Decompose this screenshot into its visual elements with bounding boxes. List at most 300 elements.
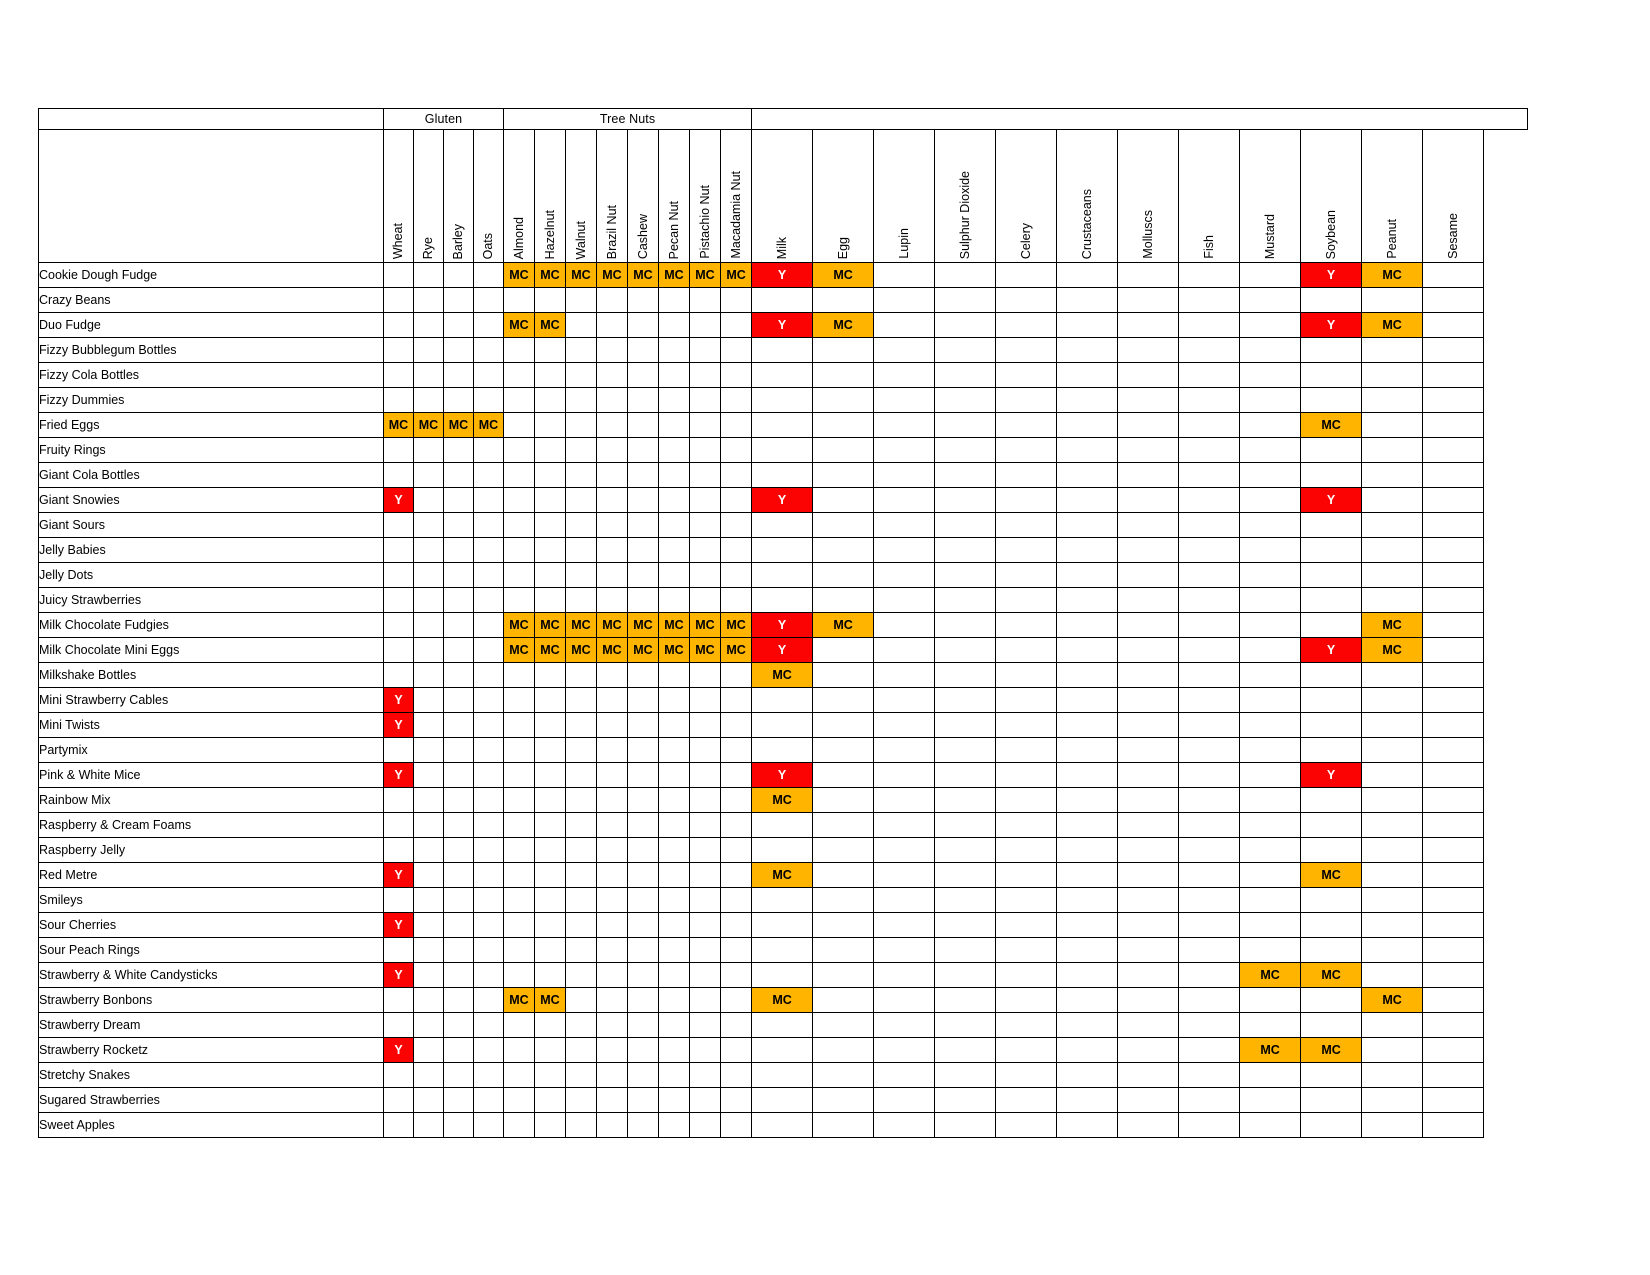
allergen-empty-cell <box>1362 763 1423 788</box>
allergen-empty-cell <box>1118 763 1179 788</box>
allergen-empty-cell <box>414 588 444 613</box>
allergen-empty-cell <box>721 338 752 363</box>
allergen-empty-cell <box>1423 388 1484 413</box>
allergen-empty-cell <box>752 838 813 863</box>
allergen-empty-cell <box>1057 588 1118 613</box>
allergen-empty-cell <box>813 588 874 613</box>
allergen-empty-cell <box>1179 413 1240 438</box>
allergen-empty-cell <box>597 713 628 738</box>
allergen-empty-cell <box>659 963 690 988</box>
allergen-empty-cell <box>996 538 1057 563</box>
allergen-column-header-pistachio-nut <box>690 130 721 263</box>
allergen-empty-cell <box>628 413 659 438</box>
allergen-empty-cell <box>721 663 752 688</box>
allergen-mark-mc: MC <box>628 613 658 637</box>
allergen-mark-cell <box>690 263 721 288</box>
allergen-empty-cell <box>659 1088 690 1113</box>
product-name-cell: Fizzy Bubblegum Bottles <box>39 338 384 363</box>
allergen-empty-cell <box>752 363 813 388</box>
allergen-empty-cell <box>996 788 1057 813</box>
allergen-mark-cell <box>566 638 597 663</box>
table-row <box>39 513 1528 538</box>
table-row <box>39 488 1528 513</box>
allergen-empty-cell <box>566 988 597 1013</box>
allergen-empty-cell <box>535 463 566 488</box>
allergen-empty-cell <box>474 913 504 938</box>
allergen-empty-cell <box>1118 1063 1179 1088</box>
allergen-empty-cell <box>996 488 1057 513</box>
allergen-mark-mc: MC <box>1362 613 1422 637</box>
allergen-mark-y: Y <box>384 713 413 737</box>
allergen-empty-cell <box>628 538 659 563</box>
allergen-empty-cell <box>414 838 444 863</box>
allergen-empty-cell <box>935 288 996 313</box>
allergen-empty-cell <box>1118 913 1179 938</box>
allergen-empty-cell <box>1118 738 1179 763</box>
allergen-empty-cell <box>597 313 628 338</box>
allergen-empty-cell <box>444 963 474 988</box>
allergen-empty-cell <box>659 663 690 688</box>
table-row <box>39 1038 1528 1063</box>
allergen-empty-cell <box>813 538 874 563</box>
allergen-empty-cell <box>1240 938 1301 963</box>
allergen-empty-cell <box>597 538 628 563</box>
allergen-empty-cell <box>1179 1038 1240 1063</box>
allergen-empty-cell <box>444 663 474 688</box>
allergen-mark-cell <box>659 263 690 288</box>
allergen-empty-cell <box>1362 713 1423 738</box>
table-row <box>39 638 1528 663</box>
allergen-empty-cell <box>444 1013 474 1038</box>
table-row <box>39 763 1528 788</box>
allergen-empty-cell <box>474 488 504 513</box>
allergen-empty-cell <box>813 788 874 813</box>
allergen-empty-cell <box>414 463 444 488</box>
allergen-mark-mc: MC <box>752 788 812 812</box>
allergen-empty-cell <box>935 388 996 413</box>
allergen-empty-cell <box>813 838 874 863</box>
allergen-empty-cell <box>874 663 935 688</box>
allergen-empty-cell <box>1362 788 1423 813</box>
allergen-empty-cell <box>752 413 813 438</box>
allergen-empty-cell <box>597 388 628 413</box>
allergen-mark-cell <box>384 413 414 438</box>
allergen-empty-cell <box>874 988 935 1013</box>
table-row <box>39 263 1528 288</box>
allergen-empty-cell <box>1240 463 1301 488</box>
allergen-empty-cell <box>721 888 752 913</box>
allergen-empty-cell <box>474 388 504 413</box>
allergen-mark-mc: MC <box>1240 1038 1300 1062</box>
allergen-mark-mc: MC <box>1301 413 1361 437</box>
allergen-mark-cell <box>504 613 535 638</box>
allergen-empty-cell <box>566 663 597 688</box>
allergen-empty-cell <box>1423 913 1484 938</box>
allergen-empty-cell <box>1118 488 1179 513</box>
allergen-empty-cell <box>1179 1088 1240 1113</box>
table-row <box>39 288 1528 313</box>
allergen-empty-cell <box>474 738 504 763</box>
allergen-empty-cell <box>721 388 752 413</box>
allergen-empty-cell <box>535 688 566 713</box>
allergen-empty-cell <box>659 313 690 338</box>
allergen-column-header-peanut <box>1362 130 1423 263</box>
allergen-empty-cell <box>474 888 504 913</box>
allergen-empty-cell <box>659 463 690 488</box>
allergen-empty-cell <box>752 1088 813 1113</box>
allergen-mark-cell <box>813 313 874 338</box>
allergen-empty-cell <box>444 1038 474 1063</box>
allergen-mark-mc: MC <box>384 413 413 437</box>
allergen-empty-cell <box>597 663 628 688</box>
allergen-empty-cell <box>628 338 659 363</box>
allergen-empty-cell <box>1057 988 1118 1013</box>
allergen-empty-cell <box>1057 513 1118 538</box>
allergen-mark-y: Y <box>384 488 413 512</box>
allergen-empty-cell <box>1179 813 1240 838</box>
allergen-empty-cell <box>1362 963 1423 988</box>
allergen-mark-mc: MC <box>813 263 873 287</box>
allergen-empty-cell <box>384 638 414 663</box>
allergen-mark-cell <box>628 263 659 288</box>
allergen-empty-cell <box>1423 713 1484 738</box>
allergen-mark-cell <box>1240 963 1301 988</box>
allergen-empty-cell <box>1057 1013 1118 1038</box>
allergen-empty-cell <box>384 663 414 688</box>
allergen-empty-cell <box>721 563 752 588</box>
allergen-empty-cell <box>935 1013 996 1038</box>
allergen-empty-cell <box>659 438 690 463</box>
allergen-mark-y: Y <box>384 688 413 712</box>
allergen-mark-mc: MC <box>813 313 873 337</box>
allergen-empty-cell <box>996 413 1057 438</box>
allergen-empty-cell <box>444 1088 474 1113</box>
allergen-column-header-hazelnut <box>535 130 566 263</box>
allergen-empty-cell <box>813 288 874 313</box>
allergen-mark-cell <box>752 263 813 288</box>
allergen-empty-cell <box>721 963 752 988</box>
allergen-empty-cell <box>414 1013 444 1038</box>
allergen-empty-cell <box>535 763 566 788</box>
allergen-empty-cell <box>1179 963 1240 988</box>
allergen-empty-cell <box>690 288 721 313</box>
allergen-empty-cell <box>628 663 659 688</box>
allergen-empty-cell <box>474 813 504 838</box>
allergen-empty-cell <box>813 938 874 963</box>
allergen-empty-cell <box>935 663 996 688</box>
allergen-empty-cell <box>474 963 504 988</box>
allergen-empty-cell <box>1240 388 1301 413</box>
allergen-column-label: Lupin <box>896 228 911 259</box>
product-name-cell: Cookie Dough Fudge <box>39 263 384 288</box>
allergen-empty-cell <box>444 838 474 863</box>
allergen-mark-cell <box>597 263 628 288</box>
allergen-empty-cell <box>1118 313 1179 338</box>
allergen-empty-cell <box>996 638 1057 663</box>
allergen-empty-cell <box>1118 613 1179 638</box>
allergen-empty-cell <box>535 938 566 963</box>
allergen-empty-cell <box>1118 963 1179 988</box>
allergen-empty-cell <box>1301 613 1362 638</box>
allergen-empty-cell <box>414 1063 444 1088</box>
allergen-empty-cell <box>813 563 874 588</box>
allergen-empty-cell <box>1301 838 1362 863</box>
allergen-empty-cell <box>1179 1063 1240 1088</box>
allergen-empty-cell <box>721 1038 752 1063</box>
allergen-column-header-crustaceans <box>1057 130 1118 263</box>
allergen-empty-cell <box>566 963 597 988</box>
allergen-empty-cell <box>414 963 444 988</box>
allergen-empty-cell <box>628 1113 659 1138</box>
allergen-empty-cell <box>414 988 444 1013</box>
allergen-empty-cell <box>444 938 474 963</box>
product-name-cell: Jelly Dots <box>39 563 384 588</box>
allergen-mark-cell <box>1362 638 1423 663</box>
allergen-empty-cell <box>566 888 597 913</box>
allergen-empty-cell <box>1118 1013 1179 1038</box>
allergen-empty-cell <box>690 463 721 488</box>
allergen-column-header-egg <box>813 130 874 263</box>
allergen-mark-cell <box>1301 488 1362 513</box>
allergen-mark-y: Y <box>384 913 413 937</box>
allergen-empty-cell <box>935 1113 996 1138</box>
allergen-empty-cell <box>752 463 813 488</box>
product-name-cell: Fruity Rings <box>39 438 384 463</box>
allergen-empty-cell <box>1362 1113 1423 1138</box>
product-name-cell: Giant Sours <box>39 513 384 538</box>
allergen-empty-cell <box>752 1013 813 1038</box>
allergen-empty-cell <box>1057 1113 1118 1138</box>
allergen-empty-cell <box>659 738 690 763</box>
allergen-mark-cell <box>384 688 414 713</box>
allergen-empty-cell <box>474 288 504 313</box>
allergen-empty-cell <box>597 813 628 838</box>
allergen-mark-cell <box>384 863 414 888</box>
allergen-empty-cell <box>504 938 535 963</box>
allergen-empty-cell <box>874 638 935 663</box>
allergen-empty-cell <box>628 563 659 588</box>
allergen-empty-cell <box>813 363 874 388</box>
allergen-table <box>38 108 1528 1138</box>
allergen-empty-cell <box>1179 763 1240 788</box>
allergen-empty-cell <box>474 863 504 888</box>
allergen-column-label: Hazelnut <box>542 209 557 259</box>
allergen-empty-cell <box>1423 963 1484 988</box>
allergen-empty-cell <box>597 438 628 463</box>
allergen-empty-cell <box>1179 563 1240 588</box>
allergen-empty-cell <box>874 563 935 588</box>
allergen-empty-cell <box>659 513 690 538</box>
allergen-column-header-sesame <box>1423 130 1484 263</box>
allergen-empty-cell <box>1057 1088 1118 1113</box>
allergen-group-header: Tree Nuts <box>504 109 752 130</box>
allergen-mark-mc: MC <box>504 988 534 1012</box>
allergen-empty-cell <box>874 1113 935 1138</box>
allergen-empty-cell <box>535 1063 566 1088</box>
allergen-empty-cell <box>535 813 566 838</box>
allergen-empty-cell <box>1301 388 1362 413</box>
allergen-empty-cell <box>414 613 444 638</box>
allergen-empty-cell <box>935 538 996 563</box>
allergen-empty-cell <box>566 688 597 713</box>
allergen-empty-cell <box>752 1038 813 1063</box>
allergen-empty-cell <box>597 463 628 488</box>
allergen-empty-cell <box>504 663 535 688</box>
allergen-empty-cell <box>659 838 690 863</box>
allergen-empty-cell <box>813 863 874 888</box>
allergen-mark-mc: MC <box>1301 963 1361 987</box>
allergen-mark-mc: MC <box>444 413 473 437</box>
allergen-mark-mc: MC <box>721 263 751 287</box>
allergen-empty-cell <box>874 763 935 788</box>
allergen-empty-cell <box>1118 988 1179 1013</box>
allergen-mark-cell <box>752 763 813 788</box>
allergen-empty-cell <box>1301 813 1362 838</box>
allergen-empty-cell <box>1423 588 1484 613</box>
allergen-empty-cell <box>690 513 721 538</box>
allergen-empty-cell <box>628 438 659 463</box>
allergen-mark-cell <box>535 313 566 338</box>
allergen-empty-cell <box>474 588 504 613</box>
allergen-empty-cell <box>1240 363 1301 388</box>
allergen-empty-cell <box>1423 538 1484 563</box>
allergen-empty-cell <box>1301 788 1362 813</box>
allergen-empty-cell <box>935 788 996 813</box>
allergen-mark-y: Y <box>1301 263 1361 287</box>
allergen-empty-cell <box>813 638 874 663</box>
allergen-empty-cell <box>384 563 414 588</box>
allergen-empty-cell <box>414 388 444 413</box>
allergen-empty-cell <box>414 438 444 463</box>
allergen-empty-cell <box>444 813 474 838</box>
allergen-mark-mc: MC <box>1362 263 1422 287</box>
allergen-empty-cell <box>1240 613 1301 638</box>
allergen-empty-cell <box>504 788 535 813</box>
allergen-empty-cell <box>935 263 996 288</box>
allergen-empty-cell <box>813 688 874 713</box>
allergen-empty-cell <box>414 1088 444 1113</box>
allergen-empty-cell <box>874 963 935 988</box>
allergen-empty-cell <box>721 413 752 438</box>
allergen-empty-cell <box>874 288 935 313</box>
allergen-mark-mc: MC <box>535 638 565 662</box>
allergen-empty-cell <box>384 988 414 1013</box>
table-row <box>39 913 1528 938</box>
allergen-empty-cell <box>1301 988 1362 1013</box>
allergen-mark-cell <box>384 913 414 938</box>
allergen-empty-cell <box>384 788 414 813</box>
allergen-empty-cell <box>504 763 535 788</box>
table-row <box>39 688 1528 713</box>
allergen-empty-cell <box>1301 1088 1362 1113</box>
allergen-empty-cell <box>566 438 597 463</box>
allergen-empty-cell <box>597 763 628 788</box>
allergen-mark-cell <box>535 613 566 638</box>
allergen-mark-cell <box>384 488 414 513</box>
allergen-empty-cell <box>566 913 597 938</box>
allergen-empty-cell <box>628 788 659 813</box>
allergen-empty-cell <box>996 1038 1057 1063</box>
allergen-mark-mc: MC <box>1301 863 1361 887</box>
allergen-mark-cell <box>1301 638 1362 663</box>
allergen-empty-cell <box>444 588 474 613</box>
allergen-empty-cell <box>874 813 935 838</box>
allergen-mark-cell <box>721 638 752 663</box>
allergen-empty-cell <box>1362 338 1423 363</box>
allergen-empty-cell <box>874 1063 935 1088</box>
allergen-empty-cell <box>659 888 690 913</box>
allergen-empty-cell <box>690 1013 721 1038</box>
allergen-empty-cell <box>1057 788 1118 813</box>
allergen-empty-cell <box>1240 738 1301 763</box>
allergen-empty-cell <box>384 1063 414 1088</box>
allergen-empty-cell <box>1240 488 1301 513</box>
allergen-empty-cell <box>996 838 1057 863</box>
allergen-empty-cell <box>996 1113 1057 1138</box>
allergen-empty-cell <box>1057 738 1118 763</box>
allergen-empty-cell <box>1423 663 1484 688</box>
allergen-empty-cell <box>566 388 597 413</box>
allergen-empty-cell <box>813 1088 874 1113</box>
allergen-column-label: Sesame <box>1445 213 1460 259</box>
allergen-empty-cell <box>504 288 535 313</box>
table-row <box>39 863 1528 888</box>
allergen-empty-cell <box>414 863 444 888</box>
allergen-empty-cell <box>566 1063 597 1088</box>
allergen-empty-cell <box>1362 513 1423 538</box>
allergen-mark-mc: MC <box>566 638 596 662</box>
product-name-cell: Stretchy Snakes <box>39 1063 384 1088</box>
table-row <box>39 963 1528 988</box>
allergen-empty-cell <box>566 713 597 738</box>
allergen-empty-cell <box>1179 838 1240 863</box>
allergen-empty-cell <box>1179 313 1240 338</box>
allergen-empty-cell <box>1301 913 1362 938</box>
allergen-empty-cell <box>935 913 996 938</box>
allergen-empty-cell <box>721 1088 752 1113</box>
product-name-cell: Smileys <box>39 888 384 913</box>
allergen-empty-cell <box>628 1088 659 1113</box>
allergen-mark-cell <box>597 638 628 663</box>
allergen-empty-cell <box>690 813 721 838</box>
allergen-empty-cell <box>1118 1038 1179 1063</box>
allergen-mark-cell <box>752 488 813 513</box>
allergen-column-header-mustard <box>1240 130 1301 263</box>
allergen-empty-cell <box>628 463 659 488</box>
allergen-mark-cell <box>535 988 566 1013</box>
product-name-cell: Strawberry Bonbons <box>39 988 384 1013</box>
allergen-empty-cell <box>566 338 597 363</box>
allergen-empty-cell <box>721 713 752 738</box>
allergen-column-header-sulphur-dioxide <box>935 130 996 263</box>
allergen-mark-mc: MC <box>659 263 689 287</box>
table-row <box>39 1063 1528 1088</box>
allergen-empty-cell <box>1118 588 1179 613</box>
allergen-empty-cell <box>935 313 996 338</box>
allergen-mark-cell <box>566 263 597 288</box>
allergen-empty-cell <box>1301 438 1362 463</box>
allergen-empty-cell <box>874 488 935 513</box>
allergen-empty-cell <box>690 988 721 1013</box>
allergen-empty-cell <box>504 963 535 988</box>
allergen-empty-cell <box>474 438 504 463</box>
allergen-mark-y: Y <box>384 763 413 787</box>
allergen-empty-cell <box>874 788 935 813</box>
allergen-empty-cell <box>659 588 690 613</box>
allergen-empty-cell <box>721 838 752 863</box>
allergen-empty-cell <box>813 338 874 363</box>
allergen-group-header: Gluten <box>384 109 504 130</box>
